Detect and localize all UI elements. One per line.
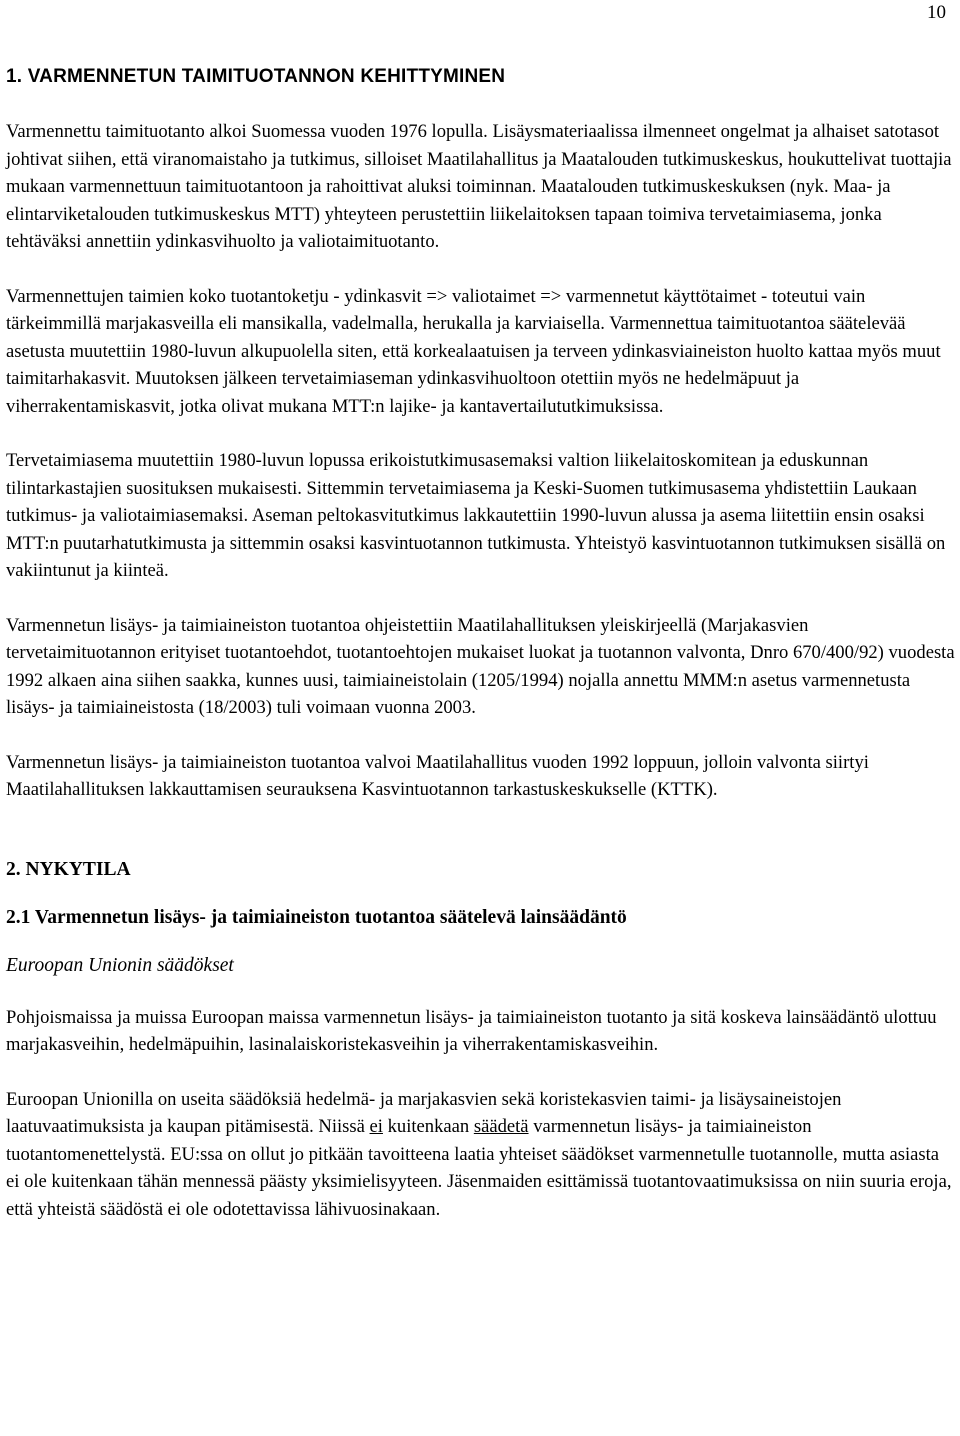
paragraph-text: kuitenkaan [382, 1116, 474, 1137]
paragraph-text: varmennetun lisäys- ja taimiaineiston tuotantomenettelystä. EU:ssa on ollut jo pitkään tavoitteena laatia yhteiset säädökset varmennetulle tuotannolle, mutta asiasta ei ole kuitenkaan tähän mennessä päästy yksimielisyyteen. Jäsenmaiden esittämissä tuotantovaatimuksissa on niin suuria eroja, että yhteistä säädöstä ei ole odotettavissa lähivuosinakaan. [6, 1116, 952, 1220]
section-2-heading: 2. NYKYTILA [6, 858, 131, 880]
section-1-paragraph-5: Varmennetun lisäys- ja taimiaineiston tuotantoa valvoi Maatilahallitus vuoden 1992 loppuun, jolloin valvonta siirtyi Maatilahallituksen lakkauttamisen seurauksena Kasvintuotannon tarkastuskeskukselle (KTTK). [6, 751, 869, 800]
section-2-1-paragraph-1: Pohjoismaissa ja muissa Euroopan maissa varmennetun lisäys- ja taimiaineiston tuotanto ja sitä koskeva lainsäädäntö ulottuu marjakasveihin, hedelmäpuihin, lasinalaiskoristekasveihin ja viherrakentamiskasveihin. [6, 1006, 937, 1055]
section-2-1-paragraph-2 [6, 1086, 956, 1224]
section-1-paragraph-4: Varmennetun lisäys- ja taimiaineiston tuotantoa ohjeistettiin Maatilahallituksen yleiskirjeellä (Marjakasvien tervetaimituotannon erityiset tuotantoehdot, tuotantoehtojen mukaiset luokat ja tuotannon valvonta, Dnro 670/400/92) vuodesta 1992 alkaen aina siihen saakka, kunnes uusi, taimiaineistolain (1205/1994) nojalla annettu MMM:n asetus varmennetusta lisäys- ja taimiaineistosta (18/2003) tuli voimaan vuonna 2003. [6, 614, 955, 718]
underlined-text: ei [369, 1116, 383, 1137]
page-number: 10 [927, 2, 946, 23]
paragraph-text: Euroopan Unionilla on useita säädöksiä hedelmä- ja marjakasvien sekä koristekasvien taimi- ja lisäysaineistojen laatuvaatimuksista ja kaupan pitämisestä. Niissä [6, 1088, 842, 1137]
underlined-text: säädetä [473, 1116, 529, 1137]
section-1-paragraph-1: Varmennettu taimituotanto alkoi Suomessa vuoden 1976 lopulla. Lisäysmateriaalissa ilmenneet ongelmat ja alhaiset satotasot johtivat siihen, että viranomaistaho ja tutkimus, silloiset Maatilahallitus ja Maatalouden tutkimuskeskus, houkuttelivat tuottajia mukaan varmennettuun taimituotantoon ja rahoittivat aluksi toiminnan. Maatalouden tutkimuskeskuksen (nyk. Maa- ja elintarviketalouden tutkimuskeskus MTT) yhteyteen perustettiin liikelaitoksen tapaan toimiva tervetaimiasema, jonka tehtäväksi annettiin ydinkasvihuolto ja valiotaimituotanto. [6, 121, 952, 252]
section-1-paragraph-3: Tervetaimiasema muutettiin 1980-luvun lopussa erikoistutkimusasemaksi valtion liikelaitoskomitean ja eduskunnan tilintarkastajien suosituksen mukaisesti. Sittemmin tervetaimiasema ja Keski-Suomen tutkimusasema yhdistettiin Laukaan tutkimus- ja valiotaimiasemaksi. Aseman peltokasvitutkimus lakkautettiin 1990-luvun alussa ja asema liitettiin ensin osaksi MTT:n puutarhatutkimusta ja sittemmin osaksi kasvintuotannon tutkimusta. Yhteistyö kasvintuotannon tutkimuksen sisällä on vakiintunut ja kiinteä. [6, 450, 946, 581]
section-1-heading: 1. VARMENNETUN TAIMITUOTANNON KEHITTYMINEN [6, 66, 506, 87]
document-body [6, 66, 956, 1223]
eu-regulations-subheading: Euroopan Unionin säädökset [6, 954, 234, 976]
section-1-paragraph-2: Varmennettujen taimien koko tuotantoketju - ydinkasvit => valiotaimet => varmennetut käyttötaimet - toteutui vain tärkeimmillä marjakasveilla eli mansikalla, vadelmalla, herukalla ja karviaisella. Varmennettua taimituotantoa säätelevää asetusta muutettiin 1980-luvun alkupuolella siten, että korkealaatuisen ja terveen ydinkasviaineiston huolto kattaa myös muut taimitarhakasvit. Muutoksen jälkeen tervetaimiaseman ydinkasvihuoltoon otettiin myös ne hedelmäpuut ja viherrakentamiskasvit, jotka olivat mukana MTT:n lajike- ja kantavertailututkimuksissa. [6, 285, 941, 417]
section-2-1-heading: 2.1 Varmennetun lisäys- ja taimiaineiston tuotantoa säätelevä lainsäädäntö [6, 906, 627, 928]
